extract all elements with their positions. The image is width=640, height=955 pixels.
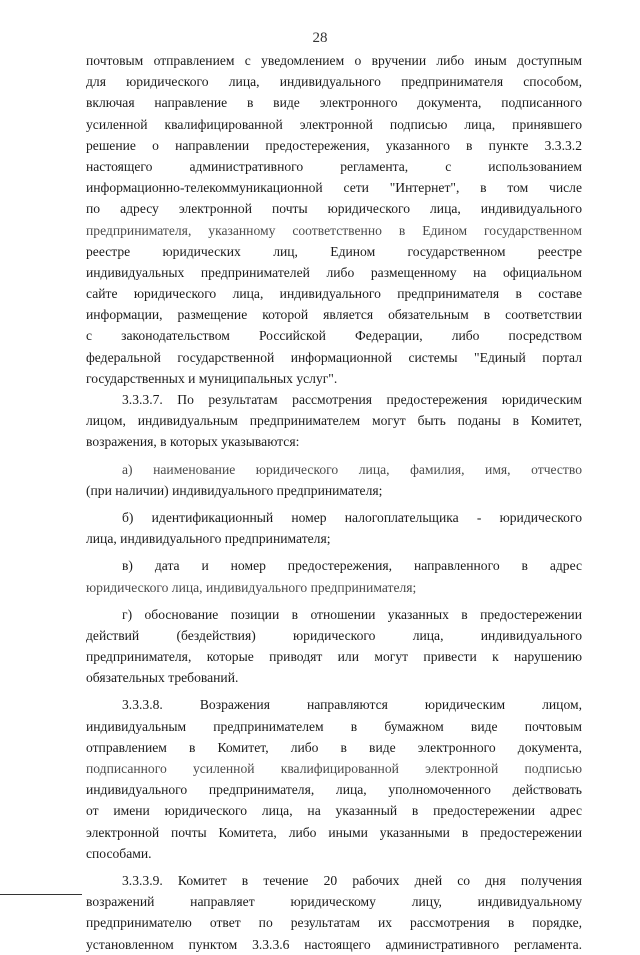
text-line: для юридического лица, индивидуального предпринимателя способом, (86, 74, 582, 90)
text-line: лица, индивидуального предпринимателя; (86, 531, 331, 547)
text-line: отправлением в Комитет, либо в виде электронного документа, (86, 739, 582, 755)
text-line: индивидуального предпринимателя, лица, уполномоченного действовать (86, 782, 582, 798)
text-line: предпринимателя, которые приводят или могут привести к нарушению (86, 649, 582, 665)
text-line: решение о направлении предостережения, указанного в пункте 3.3.3.2 (86, 137, 582, 153)
text-line: подписанного усиленной квалифицированной электронной подписью (86, 761, 582, 776)
text-line: действий (бездействия) юридического лица, индивидуального (86, 627, 582, 643)
text-line: лицом, индивидуальным предпринимателем могут быть поданы в Комитет, (86, 413, 582, 429)
text-line: федеральной государственной информационной системы "Единый портал (86, 349, 582, 365)
text-line: индивидуальных предпринимателей либо размещенному на официальном (86, 264, 582, 280)
text-line: б) идентификационный номер налогоплательщика - юридического (122, 509, 582, 525)
text-line: почтовым отправлением с уведомлением о вручении либо иным доступным (86, 53, 582, 68)
text-line: возражений направляет юридическому лицу, индивидуальному (86, 894, 582, 910)
text-line: юридического лица, индивидуального предпринимателя; (86, 579, 417, 595)
text-line: обязательных требований. (86, 670, 239, 686)
text-line: способами. (86, 845, 152, 861)
text-line: усиленной квалифицированной электронной подписью лица, принявшего (86, 116, 582, 132)
text-line: информации, размещение которой является обязательным в соответствии (86, 307, 582, 323)
text-line: 3.3.3.7. По результатам рассмотрения предостережения юридическим (122, 392, 582, 407)
text-line: установленном пунктом 3.3.3.6 настоящего административного регламента. (86, 936, 582, 952)
text-line: информационно-телекоммуникационной сети "Интернет", в том числе (86, 180, 582, 196)
text-line: настоящего административного регламента, с использованием (86, 158, 582, 174)
text-line: возражения, в которых указываются: (86, 434, 300, 450)
text-line: по адресу электронной почты юридического лица, индивидуального (86, 201, 582, 217)
text-line: 3.3.3.9. Комитет в течение 20 рабочих дней со дня получения (122, 872, 582, 888)
text-line: реестре юридических лиц, Едином государственном реестре (86, 243, 582, 259)
page-number: 28 (312, 30, 328, 46)
text-line: предпринимателю ответ по результатам их рассмотрения в порядке, (86, 915, 582, 931)
text-line: электронной почты Комитета, либо иными указанными в предостережении (86, 824, 582, 840)
text-line: а) наименование юридического лица, фамилия, имя, отчество (122, 461, 582, 477)
text-line: в) дата и номер предостережения, направленного в адрес (122, 558, 582, 574)
text-line: с законодательством Российской Федерации, либо посредством (86, 328, 582, 344)
text-line: 3.3.3.8. Возражения направляются юридическим лицом, (122, 697, 582, 713)
text-line: включая направление в виде электронного документа, подписанного (86, 95, 582, 111)
text-line: государственных и муниципальных услуг". (86, 370, 338, 386)
text-line: (при наличии) индивидуального предпринимателя; (86, 482, 383, 498)
text-line: от имени юридического лица, на указанный в предостережении адрес (86, 803, 582, 819)
text-line: индивидуальным предпринимателем в бумажном виде почтовым (86, 718, 582, 734)
footnote-rule (0, 894, 82, 895)
text-line: г) обоснование позиции в отношении указанных в предостережении (122, 606, 582, 622)
text-line: предпринимателя, указанному соответственно в Едином государственном (86, 222, 582, 238)
page-text (86, 50, 582, 955)
text-line: сайте юридического лица, индивидуального предпринимателя в составе (86, 286, 582, 302)
